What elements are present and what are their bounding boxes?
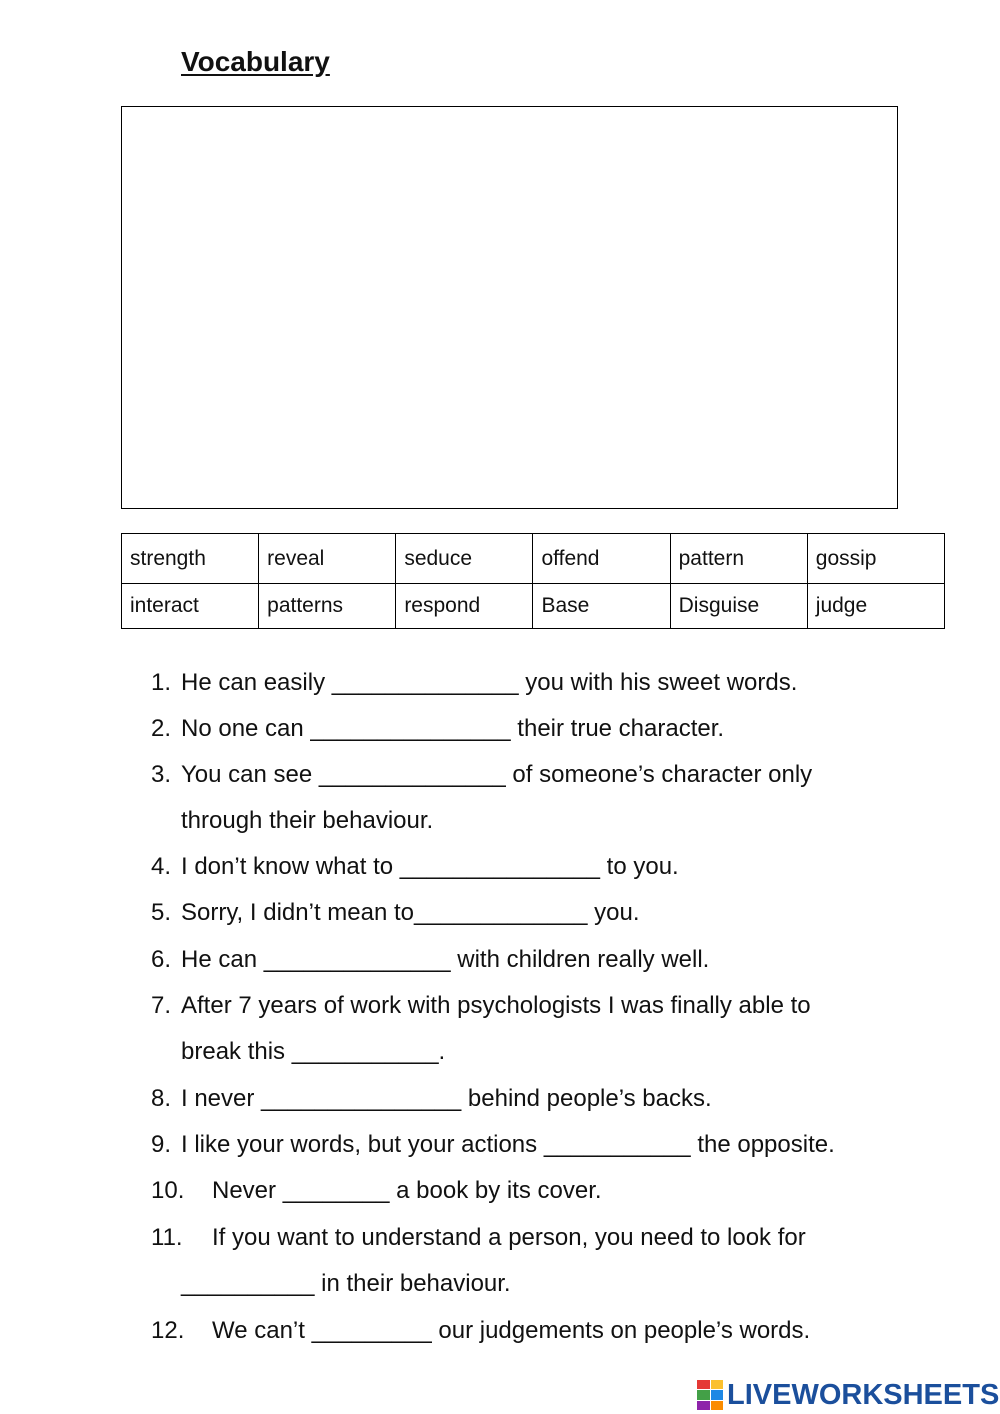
word-bank-row <box>122 584 945 629</box>
logo-block <box>711 1380 724 1389</box>
question-number: 1. <box>151 669 172 696</box>
question-text[interactable]: He can ______________ with children really well. <box>181 946 710 973</box>
logo-text: LIVEWORKSHEETS <box>727 1378 1000 1411</box>
question-text[interactable]: After 7 years of work with psychologists I was finally able to <box>181 992 811 1019</box>
question-text: If you want to understand a person, you need to look for <box>212 1224 806 1251</box>
question-number: 7. <box>151 992 172 1019</box>
question-text[interactable]: I like your words, but your actions ___________ the opposite. <box>181 1131 835 1158</box>
word-bank-row <box>122 534 945 584</box>
question-text[interactable]: You can see ______________ of someone’s character only <box>181 761 813 788</box>
question-text[interactable]: I don’t know what to _______________ to you. <box>181 853 679 880</box>
question-number: 9. <box>151 1131 172 1158</box>
word-bank-cell: judge <box>807 584 944 629</box>
word-bank-cell: gossip <box>807 534 944 584</box>
question-text[interactable]: Never ________ a book by its cover. <box>212 1177 602 1204</box>
question-number: 8. <box>151 1085 172 1112</box>
word-bank-cell: seduce <box>396 534 533 584</box>
question-number: 12. <box>151 1317 185 1344</box>
word-bank-cell: patterns <box>259 584 396 629</box>
word-bank-cell: reveal <box>259 534 396 584</box>
logo-block <box>697 1390 710 1399</box>
question-number: 6. <box>151 946 172 973</box>
question-number: 4. <box>151 853 172 880</box>
word-bank-cell: interact <box>122 584 259 629</box>
question-continuation: through their behaviour. <box>181 807 434 834</box>
logo-block <box>711 1390 724 1399</box>
logo-block <box>697 1380 710 1389</box>
question-text[interactable]: We can’t _________ our judgements on people’s words. <box>212 1317 811 1344</box>
liveworksheets-logo-mark-icon <box>697 1380 723 1410</box>
question-number: 10. <box>151 1177 185 1204</box>
word-bank-cell: pattern <box>670 534 807 584</box>
question-text[interactable]: I never _______________ behind people’s backs. <box>181 1085 712 1112</box>
word-bank-table <box>121 533 945 629</box>
logo-block <box>711 1401 724 1410</box>
question-text[interactable]: No one can _______________ their true character. <box>181 715 725 742</box>
question-number: 11. <box>151 1224 183 1251</box>
question-text[interactable]: He can easily ______________ you with his sweet words. <box>181 669 798 696</box>
question-number: 3. <box>151 761 172 788</box>
word-bank-cell: Base <box>533 584 670 629</box>
liveworksheets-logo <box>697 1377 999 1413</box>
word-bank-cell: Disguise <box>670 584 807 629</box>
word-bank-cell: strength <box>122 534 259 584</box>
logo-block <box>697 1401 710 1410</box>
question-number: 2. <box>151 715 172 742</box>
question-continuation[interactable]: break this ___________. <box>181 1038 446 1065</box>
question-text[interactable]: Sorry, I didn’t mean to_____________ you. <box>181 899 640 926</box>
image-placeholder-box <box>121 106 898 509</box>
question-number: 5. <box>151 899 172 926</box>
page-title: Vocabulary <box>181 46 330 77</box>
word-bank-cell: respond <box>396 584 533 629</box>
question-continuation[interactable]: __________ in their behaviour. <box>181 1270 511 1297</box>
word-bank-cell: offend <box>533 534 670 584</box>
